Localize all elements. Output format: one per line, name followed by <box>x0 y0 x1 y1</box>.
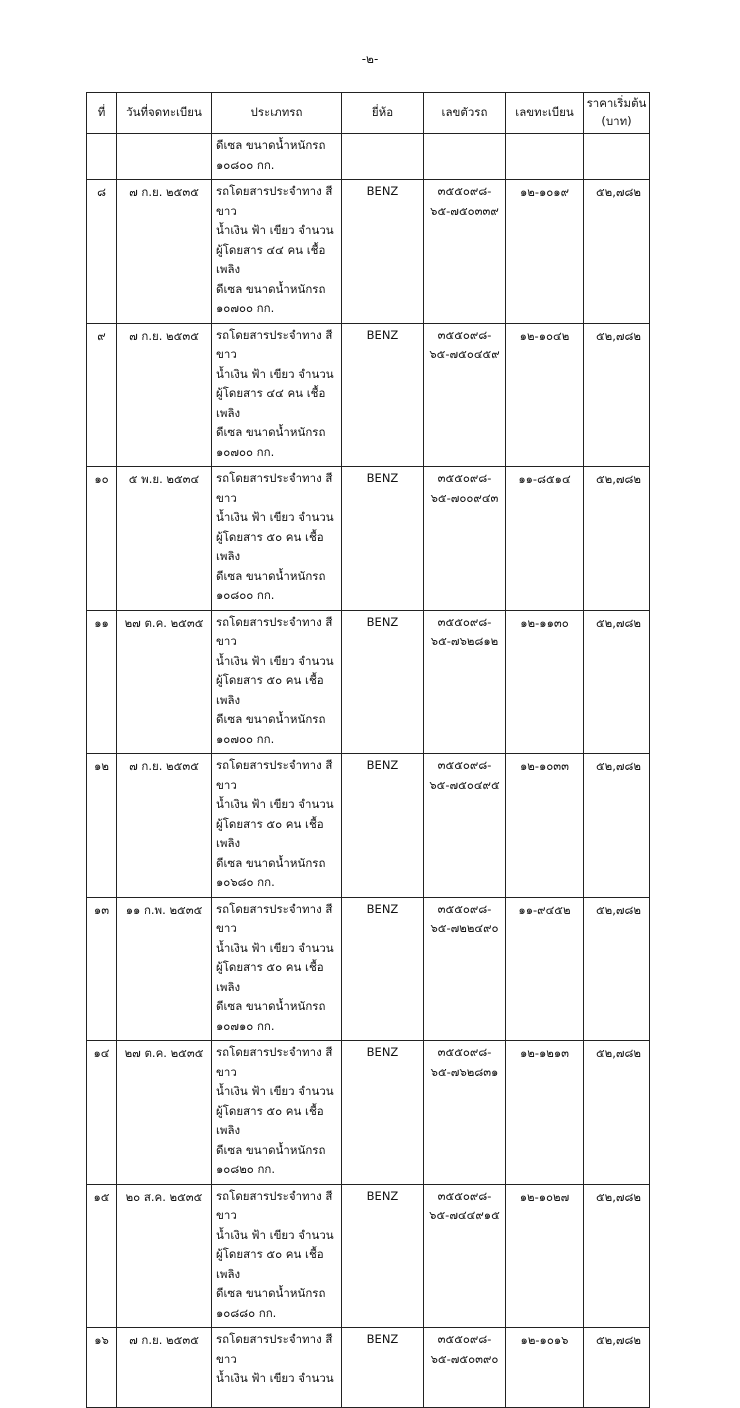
type-line: ๑๐๘๒๐ กก. <box>216 1162 276 1176</box>
cell-plate: ๑๒-๑๒๑๓ <box>506 1041 584 1185</box>
type-line: ผู้โดยสาร ๕๐ คน เชื้อเพลิง <box>216 673 324 707</box>
cell-plate: ๑๒-๑๐๒๗ <box>506 1184 584 1328</box>
cell-date: ๗ ก.ย. ๒๕๓๕ <box>117 323 212 467</box>
type-line: ๑๐๗๐๐ กก. <box>216 731 275 746</box>
header-plate: เลขทะเบียน <box>506 93 584 134</box>
type-line: ๑๐๘๘๐ กก. <box>216 1305 277 1320</box>
chassis-line: ๓๕๕๐๙๘- <box>437 901 492 916</box>
cell-plate: ๑๒-๑๐๑๙ <box>506 180 584 324</box>
page-number: -๒- <box>361 52 379 66</box>
type-line: รถโดยสารประจำทาง สีขาว <box>216 614 333 648</box>
type-line: รถโดยสารประจำทาง สีขาว <box>216 1045 333 1079</box>
type-line: ผู้โดยสาร ๕๐ คน เชื้อเพลิง <box>216 1247 324 1281</box>
type-line: น้ำเงิน ฟ้า เขียว จำนวน <box>216 366 334 381</box>
chassis-line: ๖๕-๗๖๒๘๑๒ <box>430 634 499 648</box>
cell-price: ๕๒,๗๘๒ <box>584 897 650 1041</box>
cell-brand <box>342 134 424 180</box>
table-row <box>87 180 650 324</box>
type-line: ดีเซล ขนาดน้ำหนักรถ <box>216 999 326 1013</box>
cell-no: ๑๔ <box>87 1041 117 1185</box>
chassis-line: ๖๕-๗๖๒๘๓๑ <box>430 1064 499 1079</box>
type-line: ดีเซล ขนาดน้ำหนักรถ <box>216 855 326 870</box>
chassis-line: ๓๕๕๐๙๘- <box>437 1332 492 1346</box>
cell-date <box>117 134 212 180</box>
type-line: ผู้โดยสาร ๕๐ คน เชื้อเพลิง <box>216 529 324 563</box>
continuation-row <box>87 134 650 180</box>
cell-price: ๕๒,๗๘๒ <box>584 467 650 611</box>
cell-no: ๑๓ <box>87 897 117 1041</box>
cell-no <box>87 134 117 180</box>
cell-plate: ๑๒-๑๐๓๓ <box>506 754 584 898</box>
chassis-line: ๖๕-๗๕๐๔๕๙ <box>429 347 500 361</box>
type-line: รถโดยสารประจำทาง สีขาว <box>216 471 333 505</box>
table-row <box>87 323 650 467</box>
vehicle-table <box>86 92 650 1408</box>
cell-vehicle-type <box>212 134 342 180</box>
cell-date: ๒๐ ส.ค. ๒๕๓๕ <box>117 1184 212 1328</box>
type-line: น้ำเงิน ฟ้า เขียว จำนวน <box>216 1227 334 1242</box>
cell-date: ๒๗ ต.ค. ๒๕๓๕ <box>117 1041 212 1185</box>
header-reg-date: วันที่จดทะเบียน <box>117 93 212 134</box>
cell-no: ๘ <box>87 180 117 324</box>
cell-no: ๙ <box>87 323 117 467</box>
cell-vehicle-type <box>212 1041 342 1185</box>
type-line: ผู้โดยสาร ๕๐ คน เชื้อเพลิง <box>216 1103 324 1137</box>
table-row <box>87 1184 650 1328</box>
cell-plate: ๑๑-๙๔๕๒ <box>506 897 584 1041</box>
type-line: น้ำเงิน ฟ้า เขียว จำนวน <box>216 1084 334 1098</box>
type-line: น้ำเงิน ฟ้า เขียว จำนวน <box>216 510 334 524</box>
cell-price: ๕๒,๗๘๒ <box>584 1041 650 1185</box>
type-line: น้ำเงิน ฟ้า เขียว จำนวน <box>216 1371 334 1385</box>
type-line: ๑๐๗๑๐ กก. <box>216 1018 275 1033</box>
chassis-line: ๖๕-๗๒๒๔๙๐ <box>430 921 499 935</box>
chassis-line: ๓๕๕๐๙๘- <box>437 758 492 772</box>
chassis-line: ๓๕๕๐๙๘- <box>437 327 492 342</box>
cell-brand: BENZ <box>342 1328 424 1408</box>
cell-brand: BENZ <box>342 180 424 324</box>
table-row <box>87 610 650 754</box>
type-line: น้ำเงิน ฟ้า เขียว จำนวน <box>216 797 334 811</box>
table-row <box>87 1328 650 1408</box>
cell-vehicle-type <box>212 754 342 898</box>
cell-vehicle-type <box>212 1328 342 1408</box>
type-line: รถโดยสารประจำทาง สีขาว <box>216 1332 333 1366</box>
chassis-line: ๖๕-๗๕๐๔๙๕ <box>429 777 500 792</box>
cell-price: ๕๒,๗๘๒ <box>584 610 650 754</box>
cell-brand: BENZ <box>342 323 424 467</box>
type-line: รถโดยสารประจำทาง สีขาว <box>216 184 333 218</box>
cell-brand: BENZ <box>342 1184 424 1328</box>
cell-chassis <box>424 754 506 898</box>
type-line: ดีเซล ขนาดน้ำหนักรถ <box>216 281 326 296</box>
chassis-line: ๓๕๕๐๙๘- <box>437 1045 492 1059</box>
cell-brand: BENZ <box>342 1041 424 1185</box>
cell-brand: BENZ <box>342 754 424 898</box>
cell-chassis <box>424 1328 506 1408</box>
cell-brand: BENZ <box>342 610 424 754</box>
cell-price: ๕๒,๗๘๒ <box>584 1328 650 1408</box>
cell-price: ๕๒,๗๘๒ <box>584 180 650 324</box>
type-line: น้ำเงิน ฟ้า เขียว จำนวน <box>216 653 334 668</box>
type-line: ผู้โดยสาร ๔๔ คน เชื้อเพลิง <box>216 386 326 420</box>
cell-chassis <box>424 134 506 180</box>
table-row <box>87 1041 650 1185</box>
cell-chassis <box>424 180 506 324</box>
type-line: ดีเซล ขนาดน้ำหนักรถ <box>216 425 326 439</box>
cell-chassis <box>424 1184 506 1328</box>
cell-chassis <box>424 323 506 467</box>
type-line: ดีเซล ขนาดน้ำหนักรถ <box>216 138 326 152</box>
type-line: ๑๐๘๐๐ กก. <box>216 588 275 602</box>
chassis-line: ๓๕๕๐๙๘- <box>437 471 492 485</box>
cell-brand: BENZ <box>342 467 424 611</box>
type-line: ดีเซล ขนาดน้ำหนักรถ <box>216 1286 326 1300</box>
cell-date: ๗ ก.ย. ๒๕๓๕ <box>117 180 212 324</box>
cell-plate: ๑๒-๑๐๔๒ <box>506 323 584 467</box>
type-line: รถโดยสารประจำทาง สีขาว <box>216 901 333 935</box>
type-line: ๑๐๗๐๐ กก. <box>216 301 275 315</box>
chassis-line: ๖๕-๗๔๔๙๑๕ <box>429 1208 500 1222</box>
cell-price <box>584 134 650 180</box>
header-brand: ยี่ห้อ <box>342 93 424 134</box>
header-chassis: เลขตัวรถ <box>424 93 506 134</box>
cell-chassis <box>424 610 506 754</box>
cell-vehicle-type <box>212 1184 342 1328</box>
cell-date: ๗ ก.ย. ๒๕๓๕ <box>117 1328 212 1408</box>
cell-date: ๑๑ ก.พ. ๒๕๓๕ <box>117 897 212 1041</box>
chassis-line: ๖๕-๗๐๐๙๔๓ <box>430 490 499 505</box>
cell-brand: BENZ <box>342 897 424 1041</box>
type-line: ดีเซล ขนาดน้ำหนักรถ <box>216 712 326 726</box>
cell-no: ๑๖ <box>87 1328 117 1408</box>
cell-no: ๑๕ <box>87 1184 117 1328</box>
cell-chassis <box>424 897 506 1041</box>
type-line: ๑๐๖๘๐ กก. <box>216 875 275 889</box>
cell-date: ๒๗ ต.ค. ๒๕๓๕ <box>117 610 212 754</box>
chassis-line: ๓๕๕๐๙๘- <box>437 614 492 629</box>
cell-vehicle-type <box>212 610 342 754</box>
cell-chassis <box>424 1041 506 1185</box>
cell-date: ๗ ก.ย. ๒๕๓๕ <box>117 754 212 898</box>
header-vehicle-type: ประเภทรถ <box>212 93 342 134</box>
header-row <box>87 93 650 134</box>
type-line: ผู้โดยสาร ๕๐ คน เชื้อเพลิง <box>216 816 324 850</box>
cell-vehicle-type <box>212 897 342 1041</box>
cell-price: ๕๒,๗๘๒ <box>584 323 650 467</box>
cell-plate: ๑๒-๑๑๓๐ <box>506 610 584 754</box>
header-no: ที่ <box>87 93 117 134</box>
cell-vehicle-type <box>212 467 342 611</box>
cell-plate: ๑๑-๘๕๑๔ <box>506 467 584 611</box>
cell-vehicle-type <box>212 180 342 324</box>
cell-no: ๑๑ <box>87 610 117 754</box>
type-line: ผู้โดยสาร ๕๐ คน เชื้อเพลิง <box>216 960 324 994</box>
cell-date: ๕ พ.ย. ๒๕๓๔ <box>117 467 212 611</box>
type-line: รถโดยสารประจำทาง สีขาว <box>216 327 333 361</box>
chassis-line: ๓๕๕๐๙๘- <box>437 184 492 198</box>
cell-no: ๑๒ <box>87 754 117 898</box>
header-price: ราคาเริ่มต้น (บาท) <box>584 93 650 134</box>
cell-vehicle-type <box>212 323 342 467</box>
type-line: ผู้โดยสาร ๔๔ คน เชื้อเพลิง <box>216 242 326 276</box>
chassis-line: ๖๕-๗๕๐๓๙๐ <box>430 1351 499 1366</box>
type-line: ดีเซล ขนาดน้ำหนักรถ <box>216 568 326 583</box>
cell-plate <box>506 134 584 180</box>
type-line: น้ำเงิน ฟ้า เขียว จำนวน <box>216 940 334 955</box>
cell-no: ๑๐ <box>87 467 117 611</box>
type-line: ๑๐๗๐๐ กก. <box>216 444 275 459</box>
type-line: รถโดยสารประจำทาง สีขาว <box>216 758 333 792</box>
table-row <box>87 467 650 611</box>
chassis-line: ๖๕-๗๕๐๓๓๙ <box>430 203 499 218</box>
cell-plate: ๑๒-๑๐๑๖ <box>506 1328 584 1408</box>
cell-price: ๕๒,๗๘๒ <box>584 754 650 898</box>
type-line: ๑๐๘๐๐ กก. <box>216 157 275 172</box>
type-line: ดีเซล ขนาดน้ำหนักรถ <box>216 1142 326 1157</box>
chassis-line: ๓๕๕๐๙๘- <box>437 1188 492 1203</box>
type-line: รถโดยสารประจำทาง สีขาว <box>216 1188 333 1222</box>
table-row <box>87 897 650 1041</box>
cell-chassis <box>424 467 506 611</box>
type-line: น้ำเงิน ฟ้า เขียว จำนวน <box>216 223 334 237</box>
cell-price: ๕๒,๗๘๒ <box>584 1184 650 1328</box>
table-row <box>87 754 650 898</box>
